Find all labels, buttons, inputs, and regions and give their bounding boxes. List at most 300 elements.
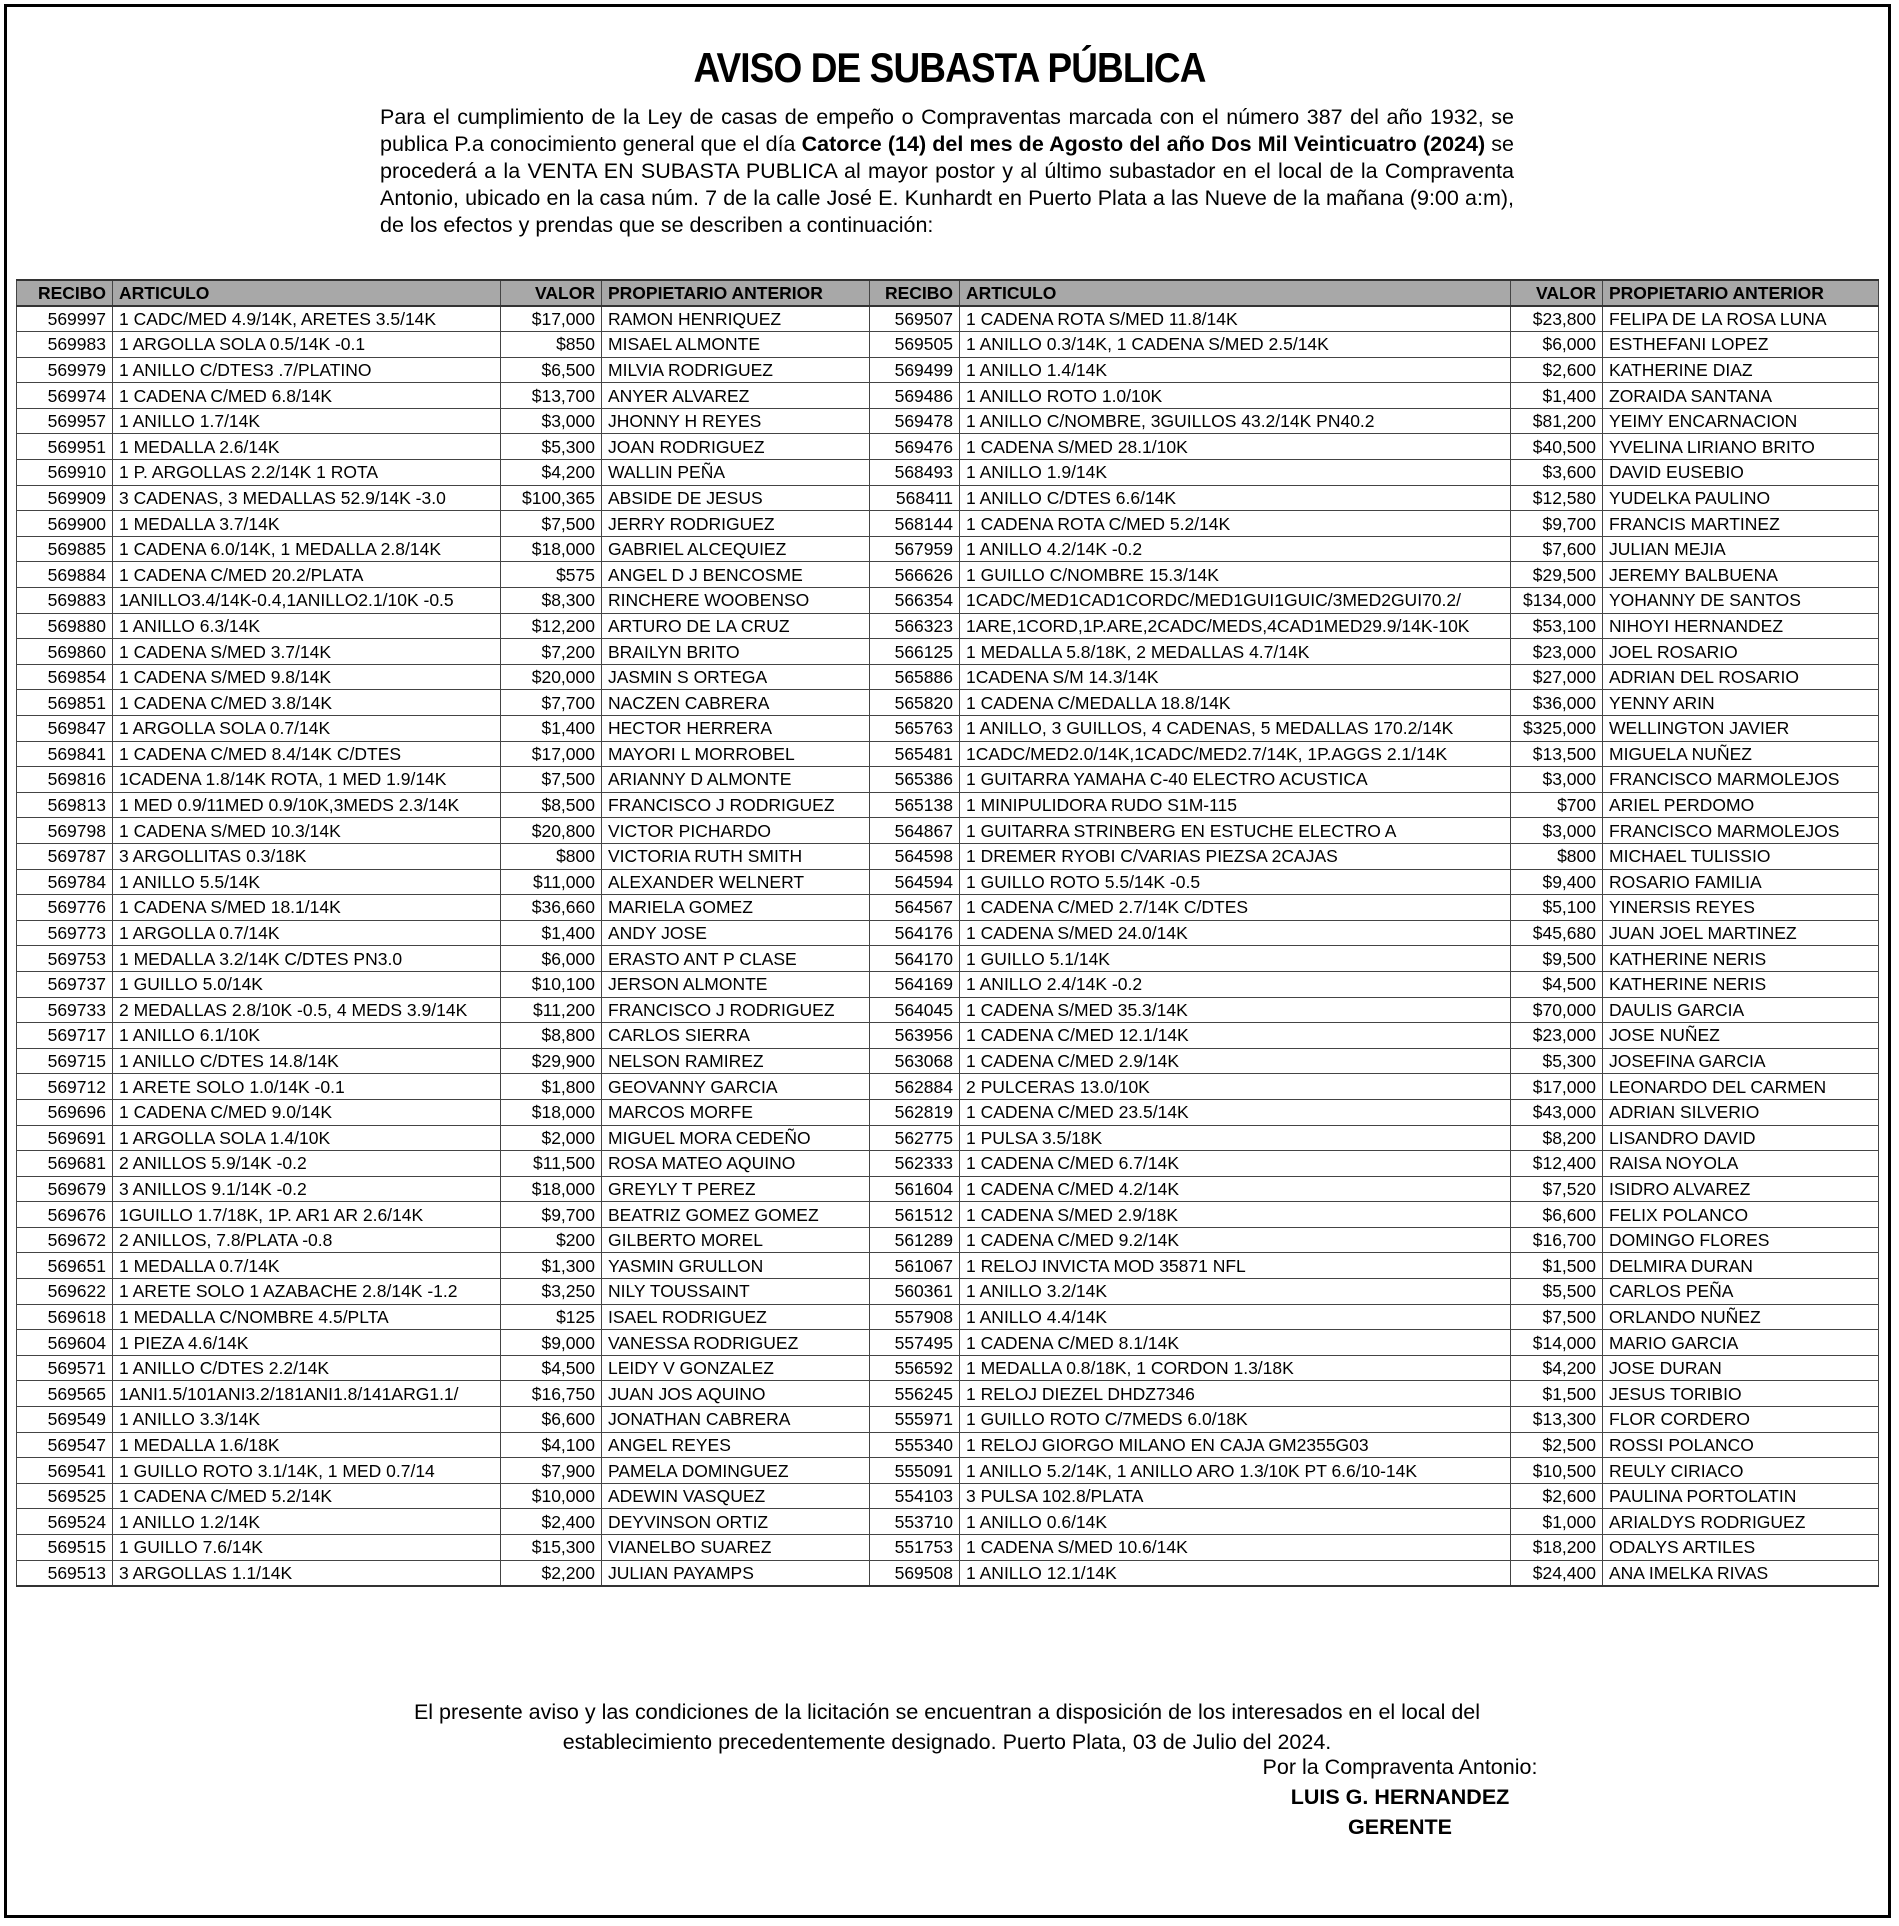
table-cell: 569787 [17, 843, 113, 869]
table-cell: $24,400 [1511, 1560, 1603, 1586]
table-cell: 1 CADENA C/MED 2.9/14K [960, 1048, 1511, 1074]
table-cell: 2 MEDALLAS 2.8/10K -0.5, 4 MEDS 3.9/14K [113, 997, 501, 1023]
table-cell: $36,660 [501, 895, 602, 921]
table-cell: $20,800 [501, 818, 602, 844]
table-cell: 569841 [17, 741, 113, 767]
table-cell: 569847 [17, 716, 113, 742]
table-cell: WALLIN PEÑA [602, 460, 870, 486]
table-cell: 1 ARGOLLA SOLA 0.7/14K [113, 716, 501, 742]
table-cell: 569784 [17, 869, 113, 895]
table-cell: 1ANILLO3.4/14K-0.4,1ANILLO2.1/10K -0.5 [113, 588, 501, 614]
table-cell: $17,000 [501, 741, 602, 767]
table-cell: $43,000 [1511, 1099, 1603, 1125]
footer-line: establecimiento precedentemente designado. Puerto Plata, 03 de Julio del 2024. [562, 1730, 1332, 1754]
table-cell: ADRIAN DEL ROSARIO [1603, 664, 1879, 690]
table-cell: 563956 [870, 1023, 960, 1049]
table-cell: 1 CADENA C/MED 2.7/14K C/DTES [960, 895, 1511, 921]
table-cell: 561512 [870, 1202, 960, 1228]
table-cell: $4,500 [501, 1355, 602, 1381]
table-cell: 569676 [17, 1202, 113, 1228]
table-cell: $45,680 [1511, 920, 1603, 946]
table-cell: 567959 [870, 536, 960, 562]
table-row [17, 588, 1879, 614]
table-cell: 1 ANILLO 1.9/14K [960, 460, 1511, 486]
table-cell: ISAEL RODRIGUEZ [602, 1304, 870, 1330]
table-cell: $1,500 [1511, 1253, 1603, 1279]
table-cell: YVELINA LIRIANO BRITO [1603, 434, 1879, 460]
table-cell: YENNY ARIN [1603, 690, 1879, 716]
signature-by: Por la Compraventa Antonio: [1262, 1755, 1538, 1779]
table-cell: 569696 [17, 1099, 113, 1125]
table-cell: $6,500 [501, 357, 602, 383]
table-cell: MARIELA GOMEZ [602, 895, 870, 921]
table-cell: 556592 [870, 1355, 960, 1381]
table-cell: $70,000 [1511, 997, 1603, 1023]
table-cell: ANYER ALVAREZ [602, 383, 870, 409]
table-cell: $27,000 [1511, 664, 1603, 690]
table-cell: $9,700 [501, 1202, 602, 1228]
table-row [17, 1048, 1879, 1074]
table-cell: 568493 [870, 460, 960, 486]
table-cell: 569813 [17, 792, 113, 818]
table-cell: 553710 [870, 1509, 960, 1535]
table-cell: 1 CADENA C/MED 3.8/14K [113, 690, 501, 716]
table-cell: ERASTO ANT P CLASE [602, 946, 870, 972]
table-cell: YUDELKA PAULINO [1603, 485, 1879, 511]
table-cell: MIGUEL MORA CEDEÑO [602, 1125, 870, 1151]
table-cell: 564169 [870, 971, 960, 997]
table-cell: 1 RELOJ GIORGO MILANO EN CAJA GM2355G03 [960, 1432, 1511, 1458]
table-cell: 565138 [870, 792, 960, 818]
table-cell: 569910 [17, 460, 113, 486]
table-row [17, 1381, 1879, 1407]
table-cell: $7,600 [1511, 536, 1603, 562]
table-cell: 564176 [870, 920, 960, 946]
table-row [17, 639, 1879, 665]
table-cell: 569549 [17, 1407, 113, 1433]
table-cell: $7,500 [1511, 1304, 1603, 1330]
table-cell: 1 CADENA 6.0/14K, 1 MEDALLA 2.8/14K [113, 536, 501, 562]
table-cell: $36,000 [1511, 690, 1603, 716]
table-cell: 1 ANILLO 5.5/14K [113, 869, 501, 895]
table-cell: $12,200 [501, 613, 602, 639]
table-cell: $325,000 [1511, 716, 1603, 742]
table-cell: 569883 [17, 588, 113, 614]
table-cell: YEIMY ENCARNACION [1603, 408, 1879, 434]
table-cell: 569691 [17, 1125, 113, 1151]
table-cell: $125 [501, 1304, 602, 1330]
table-cell: 569753 [17, 946, 113, 972]
table-cell: $800 [1511, 843, 1603, 869]
table-cell: 568144 [870, 511, 960, 537]
table-cell: 555971 [870, 1407, 960, 1433]
table-row [17, 434, 1879, 460]
table-cell: $1,000 [1511, 1509, 1603, 1535]
table-cell: 569885 [17, 536, 113, 562]
table-cell: 1 GUILLO 7.6/14K [113, 1535, 501, 1561]
table-cell: REULY CIRIACO [1603, 1458, 1879, 1484]
table-cell: $13,300 [1511, 1407, 1603, 1433]
table-cell: $8,200 [1511, 1125, 1603, 1151]
table-cell: 1 ANILLO 4.2/14K -0.2 [960, 536, 1511, 562]
table-cell: $53,100 [1511, 613, 1603, 639]
table-cell: MICHAEL TULISSIO [1603, 843, 1879, 869]
table-cell: $2,400 [501, 1509, 602, 1535]
table-cell: 569618 [17, 1304, 113, 1330]
table-cell: 1CADC/MED2.0/14K,1CADC/MED2.7/14K, 1P.AGGS 2.1/14K [960, 741, 1511, 767]
table-cell: 563068 [870, 1048, 960, 1074]
table-cell: $2,200 [501, 1560, 602, 1586]
table-cell: 551753 [870, 1535, 960, 1561]
table-cell: DOMINGO FLORES [1603, 1227, 1879, 1253]
table-cell: 564567 [870, 895, 960, 921]
table-cell: 569507 [870, 306, 960, 332]
table-cell: $12,400 [1511, 1151, 1603, 1177]
table-row [17, 408, 1879, 434]
table-row [17, 818, 1879, 844]
table-cell: $3,600 [1511, 460, 1603, 486]
table-row [17, 1279, 1879, 1305]
table-cell: BEATRIZ GOMEZ GOMEZ [602, 1202, 870, 1228]
table-cell: JULIAN PAYAMPS [602, 1560, 870, 1586]
table-cell: JUAN JOEL MARTINEZ [1603, 920, 1879, 946]
table-cell: 569776 [17, 895, 113, 921]
table-cell: 1 ANILLO 3.2/14K [960, 1279, 1511, 1305]
table-cell: $23,000 [1511, 639, 1603, 665]
table-cell: ODALYS ARTILES [1603, 1535, 1879, 1561]
table-cell: 1 ANILLO C/DTES 14.8/14K [113, 1048, 501, 1074]
table-cell: 569816 [17, 767, 113, 793]
page-title: AVISO DE SUBASTA PÚBLICA [693, 44, 1206, 91]
table-cell: JOSEFINA GARCIA [1603, 1048, 1879, 1074]
table-row [17, 920, 1879, 946]
table-cell: 569717 [17, 1023, 113, 1049]
table-cell: $3,000 [1511, 767, 1603, 793]
table-row [17, 1407, 1879, 1433]
table-cell: 3 ARGOLLAS 1.1/14K [113, 1560, 501, 1586]
table-cell: 569486 [870, 383, 960, 409]
table-cell: $850 [501, 332, 602, 358]
table-cell: 1 ANILLO C/NOMBRE, 3GUILLOS 43.2/14K PN40.2 [960, 408, 1511, 434]
table-cell: $7,200 [501, 639, 602, 665]
table-cell: PAULINA PORTOLATIN [1603, 1483, 1879, 1509]
table-cell: 1 CADENA S/MED 28.1/10K [960, 434, 1511, 460]
table-cell: LEONARDO DEL CARMEN [1603, 1074, 1879, 1100]
table-cell: 569499 [870, 357, 960, 383]
table-cell: ABSIDE DE JESUS [602, 485, 870, 511]
table-cell: ROSSI POLANCO [1603, 1432, 1879, 1458]
table-row [17, 485, 1879, 511]
table-cell: JERRY RODRIGUEZ [602, 511, 870, 537]
table-cell: 1 ANILLO C/DTES 6.6/14K [960, 485, 1511, 511]
table-cell: 1 ANILLO 1.4/14K [960, 357, 1511, 383]
table-cell: 1 ANILLO ROTO 1.0/10K [960, 383, 1511, 409]
table-cell: LISANDRO DAVID [1603, 1125, 1879, 1151]
table-cell: JHONNY H REYES [602, 408, 870, 434]
table-cell: 1 MEDALLA 0.8/18K, 1 CORDON 1.3/18K [960, 1355, 1511, 1381]
table-cell: $16,750 [501, 1381, 602, 1407]
table-cell: $575 [501, 562, 602, 588]
table-cell: $6,600 [1511, 1202, 1603, 1228]
table-row [17, 1125, 1879, 1151]
table-cell: 1 CADENA C/MED 9.0/14K [113, 1099, 501, 1125]
table-cell: 1 CADENA C/MED 6.7/14K [960, 1151, 1511, 1177]
footer-line: El presente aviso y las condiciones de la licitación se encuentran a disposición de los interesados en el local del [413, 1700, 1481, 1724]
table-cell: 566354 [870, 588, 960, 614]
table-row [17, 997, 1879, 1023]
column-header: RECIBO [17, 280, 113, 306]
table-cell: 1 CADC/MED 4.9/14K, ARETES 3.5/14K [113, 306, 501, 332]
table-cell: $4,200 [501, 460, 602, 486]
table-cell: 1 CADENA C/MEDALLA 18.8/14K [960, 690, 1511, 716]
table-cell: $15,300 [501, 1535, 602, 1561]
column-header: RECIBO [870, 280, 960, 306]
table-cell: 1 CADENA S/MED 9.8/14K [113, 664, 501, 690]
column-header: VALOR [1511, 280, 1603, 306]
table-row [17, 1483, 1879, 1509]
table-cell: 1 GUILLO 5.1/14K [960, 946, 1511, 972]
table-cell: 556245 [870, 1381, 960, 1407]
table-cell: ANGEL REYES [602, 1432, 870, 1458]
table-cell: 1 ANILLO 6.1/10K [113, 1023, 501, 1049]
table-cell: 1 MEDALLA C/NOMBRE 4.5/PLTA [113, 1304, 501, 1330]
table-cell: $14,000 [1511, 1330, 1603, 1356]
table-cell: 1 MEDALLA 5.8/18K, 2 MEDALLAS 4.7/14K [960, 639, 1511, 665]
table-cell: 1 ANILLO C/DTES 2.2/14K [113, 1355, 501, 1381]
column-header: PROPIETARIO ANTERIOR [1603, 280, 1879, 306]
table-cell: 1 PULSA 3.5/18K [960, 1125, 1511, 1151]
table-cell: MISAEL ALMONTE [602, 332, 870, 358]
table-cell: 566125 [870, 639, 960, 665]
table-cell: FRANCISCO J RODRIGUEZ [602, 997, 870, 1023]
table-row [17, 1458, 1879, 1484]
table-cell: $12,580 [1511, 485, 1603, 511]
table-cell: $5,500 [1511, 1279, 1603, 1305]
table-cell: $10,500 [1511, 1458, 1603, 1484]
table-cell: 3 ARGOLLITAS 0.3/18K [113, 843, 501, 869]
table-cell: 569737 [17, 971, 113, 997]
table-cell: ANDY JOSE [602, 920, 870, 946]
table-cell: 1 ANILLO 2.4/14K -0.2 [960, 971, 1511, 997]
table-cell: 569525 [17, 1483, 113, 1509]
table-row [17, 306, 1879, 332]
table-cell: 1 CADENA C/MED 9.2/14K [960, 1227, 1511, 1253]
table-cell: $13,500 [1511, 741, 1603, 767]
table-row [17, 536, 1879, 562]
table-cell: $6,600 [501, 1407, 602, 1433]
table-row [17, 1176, 1879, 1202]
table-cell: $17,000 [1511, 1074, 1603, 1100]
table-cell: 569508 [870, 1560, 960, 1586]
table-cell: 555340 [870, 1432, 960, 1458]
table-cell: 565886 [870, 664, 960, 690]
table-cell: 569604 [17, 1330, 113, 1356]
table-cell: $6,000 [1511, 332, 1603, 358]
table-cell: FRANCIS MARTINEZ [1603, 511, 1879, 537]
table-cell: $4,200 [1511, 1355, 1603, 1381]
table-cell: 569997 [17, 306, 113, 332]
table-cell: $18,000 [501, 536, 602, 562]
table-cell: $2,600 [1511, 357, 1603, 383]
table-row [17, 1151, 1879, 1177]
table-cell: 3 PULSA 102.8/PLATA [960, 1483, 1511, 1509]
table-cell: 565481 [870, 741, 960, 767]
table-cell: 1ANI1.5/101ANI3.2/181ANI1.8/141ARG1.1/ [113, 1381, 501, 1407]
table-cell: 1 ARGOLLA SOLA 1.4/10K [113, 1125, 501, 1151]
table-cell: GREYLY T PEREZ [602, 1176, 870, 1202]
table-cell: $1,400 [1511, 383, 1603, 409]
table-row [17, 1509, 1879, 1535]
table-cell: $5,300 [1511, 1048, 1603, 1074]
table-cell: 1 ANILLO 5.2/14K, 1 ANILLO ARO 1.3/10K PT 6.6/10-14K [960, 1458, 1511, 1484]
table-cell: ANGEL D J BENCOSME [602, 562, 870, 588]
table-cell: 569622 [17, 1279, 113, 1305]
table-cell: 569505 [870, 332, 960, 358]
intro-text: Para el cumplimiento de la Ley de casas de empeño o Compraventas marcada con el número 387 del año 1932, se publica P.a conocimiento general que el día [380, 105, 1514, 156]
table-row [17, 843, 1879, 869]
table-cell: MARCOS MORFE [602, 1099, 870, 1125]
table-cell: 569541 [17, 1458, 113, 1484]
signature-role: GERENTE [1348, 1815, 1452, 1839]
table-cell: 1 ANILLO 1.7/14K [113, 408, 501, 434]
table-cell: 565820 [870, 690, 960, 716]
table-cell: JERSON ALMONTE [602, 971, 870, 997]
table-cell: RINCHERE WOOBENSO [602, 588, 870, 614]
table-cell: 569880 [17, 613, 113, 639]
table-cell: 1CADC/MED1CAD1CORDC/MED1GUI1GUIC/3MED2GUI70.2/ [960, 588, 1511, 614]
table-cell: 1 P. ARGOLLAS 2.2/14K 1 ROTA [113, 460, 501, 486]
table-cell: YASMIN GRULLON [602, 1253, 870, 1279]
table-cell: 569798 [17, 818, 113, 844]
table-cell: 1 MEDALLA 2.6/14K [113, 434, 501, 460]
table-cell: 562819 [870, 1099, 960, 1125]
table-row [17, 1355, 1879, 1381]
table-cell: $3,000 [1511, 818, 1603, 844]
table-cell: 1 ARETE SOLO 1 AZABACHE 2.8/14K -1.2 [113, 1279, 501, 1305]
table-cell: JOEL ROSARIO [1603, 639, 1879, 665]
table-cell: JASMIN S ORTEGA [602, 664, 870, 690]
table-cell: FELIPA DE LA ROSA LUNA [1603, 306, 1879, 332]
table-cell: DAULIS GARCIA [1603, 997, 1879, 1023]
table-cell: 1 ARGOLLA SOLA 0.5/14K -0.1 [113, 332, 501, 358]
table-cell: HECTOR HERRERA [602, 716, 870, 742]
table-cell: 569983 [17, 332, 113, 358]
table-cell: 1 ARGOLLA 0.7/14K [113, 920, 501, 946]
table-cell: $200 [501, 1227, 602, 1253]
table-cell: 569476 [870, 434, 960, 460]
table-cell: 1 ANILLO, 3 GUILLOS, 4 CADENAS, 5 MEDALLAS 170.2/14K [960, 716, 1511, 742]
table-cell: DELMIRA DURAN [1603, 1253, 1879, 1279]
table-cell: ARTURO DE LA CRUZ [602, 613, 870, 639]
table-cell: MILVIA RODRIGUEZ [602, 357, 870, 383]
table-cell: $7,500 [501, 767, 602, 793]
table-cell: 1 CADENA ROTA C/MED 5.2/14K [960, 511, 1511, 537]
table-row [17, 1560, 1879, 1586]
table-cell: 569851 [17, 690, 113, 716]
table-cell: VICTOR PICHARDO [602, 818, 870, 844]
table-cell: 1 CADENA C/MED 12.1/14K [960, 1023, 1511, 1049]
table-cell: 569547 [17, 1432, 113, 1458]
table-cell: JUAN JOS AQUINO [602, 1381, 870, 1407]
table-cell: $1,400 [501, 716, 602, 742]
table-cell: $1,500 [1511, 1381, 1603, 1407]
table-cell: ISIDRO ALVAREZ [1603, 1176, 1879, 1202]
table-row [17, 1330, 1879, 1356]
table-cell: 569681 [17, 1151, 113, 1177]
table-row [17, 716, 1879, 742]
table-cell: NACZEN CABRERA [602, 690, 870, 716]
table-cell: LEIDY V GONZALEZ [602, 1355, 870, 1381]
column-header: VALOR [501, 280, 602, 306]
table-row [17, 613, 1879, 639]
table-cell: $7,500 [501, 511, 602, 537]
table-cell: $29,500 [1511, 562, 1603, 588]
table-cell: 569951 [17, 434, 113, 460]
table-cell: $7,520 [1511, 1176, 1603, 1202]
table-cell: 564594 [870, 869, 960, 895]
table-cell: 564170 [870, 946, 960, 972]
table-cell: 1 ANILLO 1.2/14K [113, 1509, 501, 1535]
table-cell: 1 CADENA S/MED 10.3/14K [113, 818, 501, 844]
table-cell: 1 GUILLO C/NOMBRE 15.3/14K [960, 562, 1511, 588]
table-cell: $20,000 [501, 664, 602, 690]
table-cell: $10,000 [501, 1483, 602, 1509]
table-cell: 1 CADENA S/MED 35.3/14K [960, 997, 1511, 1023]
table-cell: $8,800 [501, 1023, 602, 1049]
table-cell: 1 MEDALLA 1.6/18K [113, 1432, 501, 1458]
table-cell: ALEXANDER WELNERT [602, 869, 870, 895]
table-cell: 3 ANILLOS 9.1/14K -0.2 [113, 1176, 501, 1202]
table-cell: 1 CADENA S/MED 10.6/14K [960, 1535, 1511, 1561]
table-cell: NILY TOUSSAINT [602, 1279, 870, 1305]
table-cell: $3,250 [501, 1279, 602, 1305]
table-cell: 561289 [870, 1227, 960, 1253]
table-cell: 1 GUILLO ROTO 3.1/14K, 1 MED 0.7/14 [113, 1458, 501, 1484]
table-cell: 569884 [17, 562, 113, 588]
table-cell: 1CADENA 1.8/14K ROTA, 1 MED 1.9/14K [113, 767, 501, 793]
table-cell: JOAN RODRIGUEZ [602, 434, 870, 460]
table-cell: JULIAN MEJIA [1603, 536, 1879, 562]
table-cell: NELSON RAMIREZ [602, 1048, 870, 1074]
table-cell: ESTHEFANI LOPEZ [1603, 332, 1879, 358]
auction-items-table [16, 279, 1879, 1587]
table-cell: 1 MEDALLA 3.7/14K [113, 511, 501, 537]
table-cell: $11,000 [501, 869, 602, 895]
table-cell: 1 GUILLO ROTO C/7MEDS 6.0/18K [960, 1407, 1511, 1433]
table-cell: FRANCISCO MARMOLEJOS [1603, 818, 1879, 844]
table-cell: 2 ANILLOS, 7.8/PLATA -0.8 [113, 1227, 501, 1253]
table-cell: 569974 [17, 383, 113, 409]
table-cell: $9,500 [1511, 946, 1603, 972]
table-cell: KATHERINE NERIS [1603, 971, 1879, 997]
table-cell: ADRIAN SILVERIO [1603, 1099, 1879, 1125]
table-cell: $4,100 [501, 1432, 602, 1458]
table-cell: $4,500 [1511, 971, 1603, 997]
table-cell: $17,000 [501, 306, 602, 332]
table-row [17, 946, 1879, 972]
table-row [17, 869, 1879, 895]
table-row [17, 741, 1879, 767]
table-cell: 561604 [870, 1176, 960, 1202]
table-cell: 569979 [17, 357, 113, 383]
table-cell: 560361 [870, 1279, 960, 1305]
table-cell: $2,500 [1511, 1432, 1603, 1458]
table-cell: 566323 [870, 613, 960, 639]
column-header: ARTICULO [113, 280, 501, 306]
table-cell: ZORAIDA SANTANA [1603, 383, 1879, 409]
table-cell: $100,365 [501, 485, 602, 511]
table-cell: YOHANNY DE SANTOS [1603, 588, 1879, 614]
